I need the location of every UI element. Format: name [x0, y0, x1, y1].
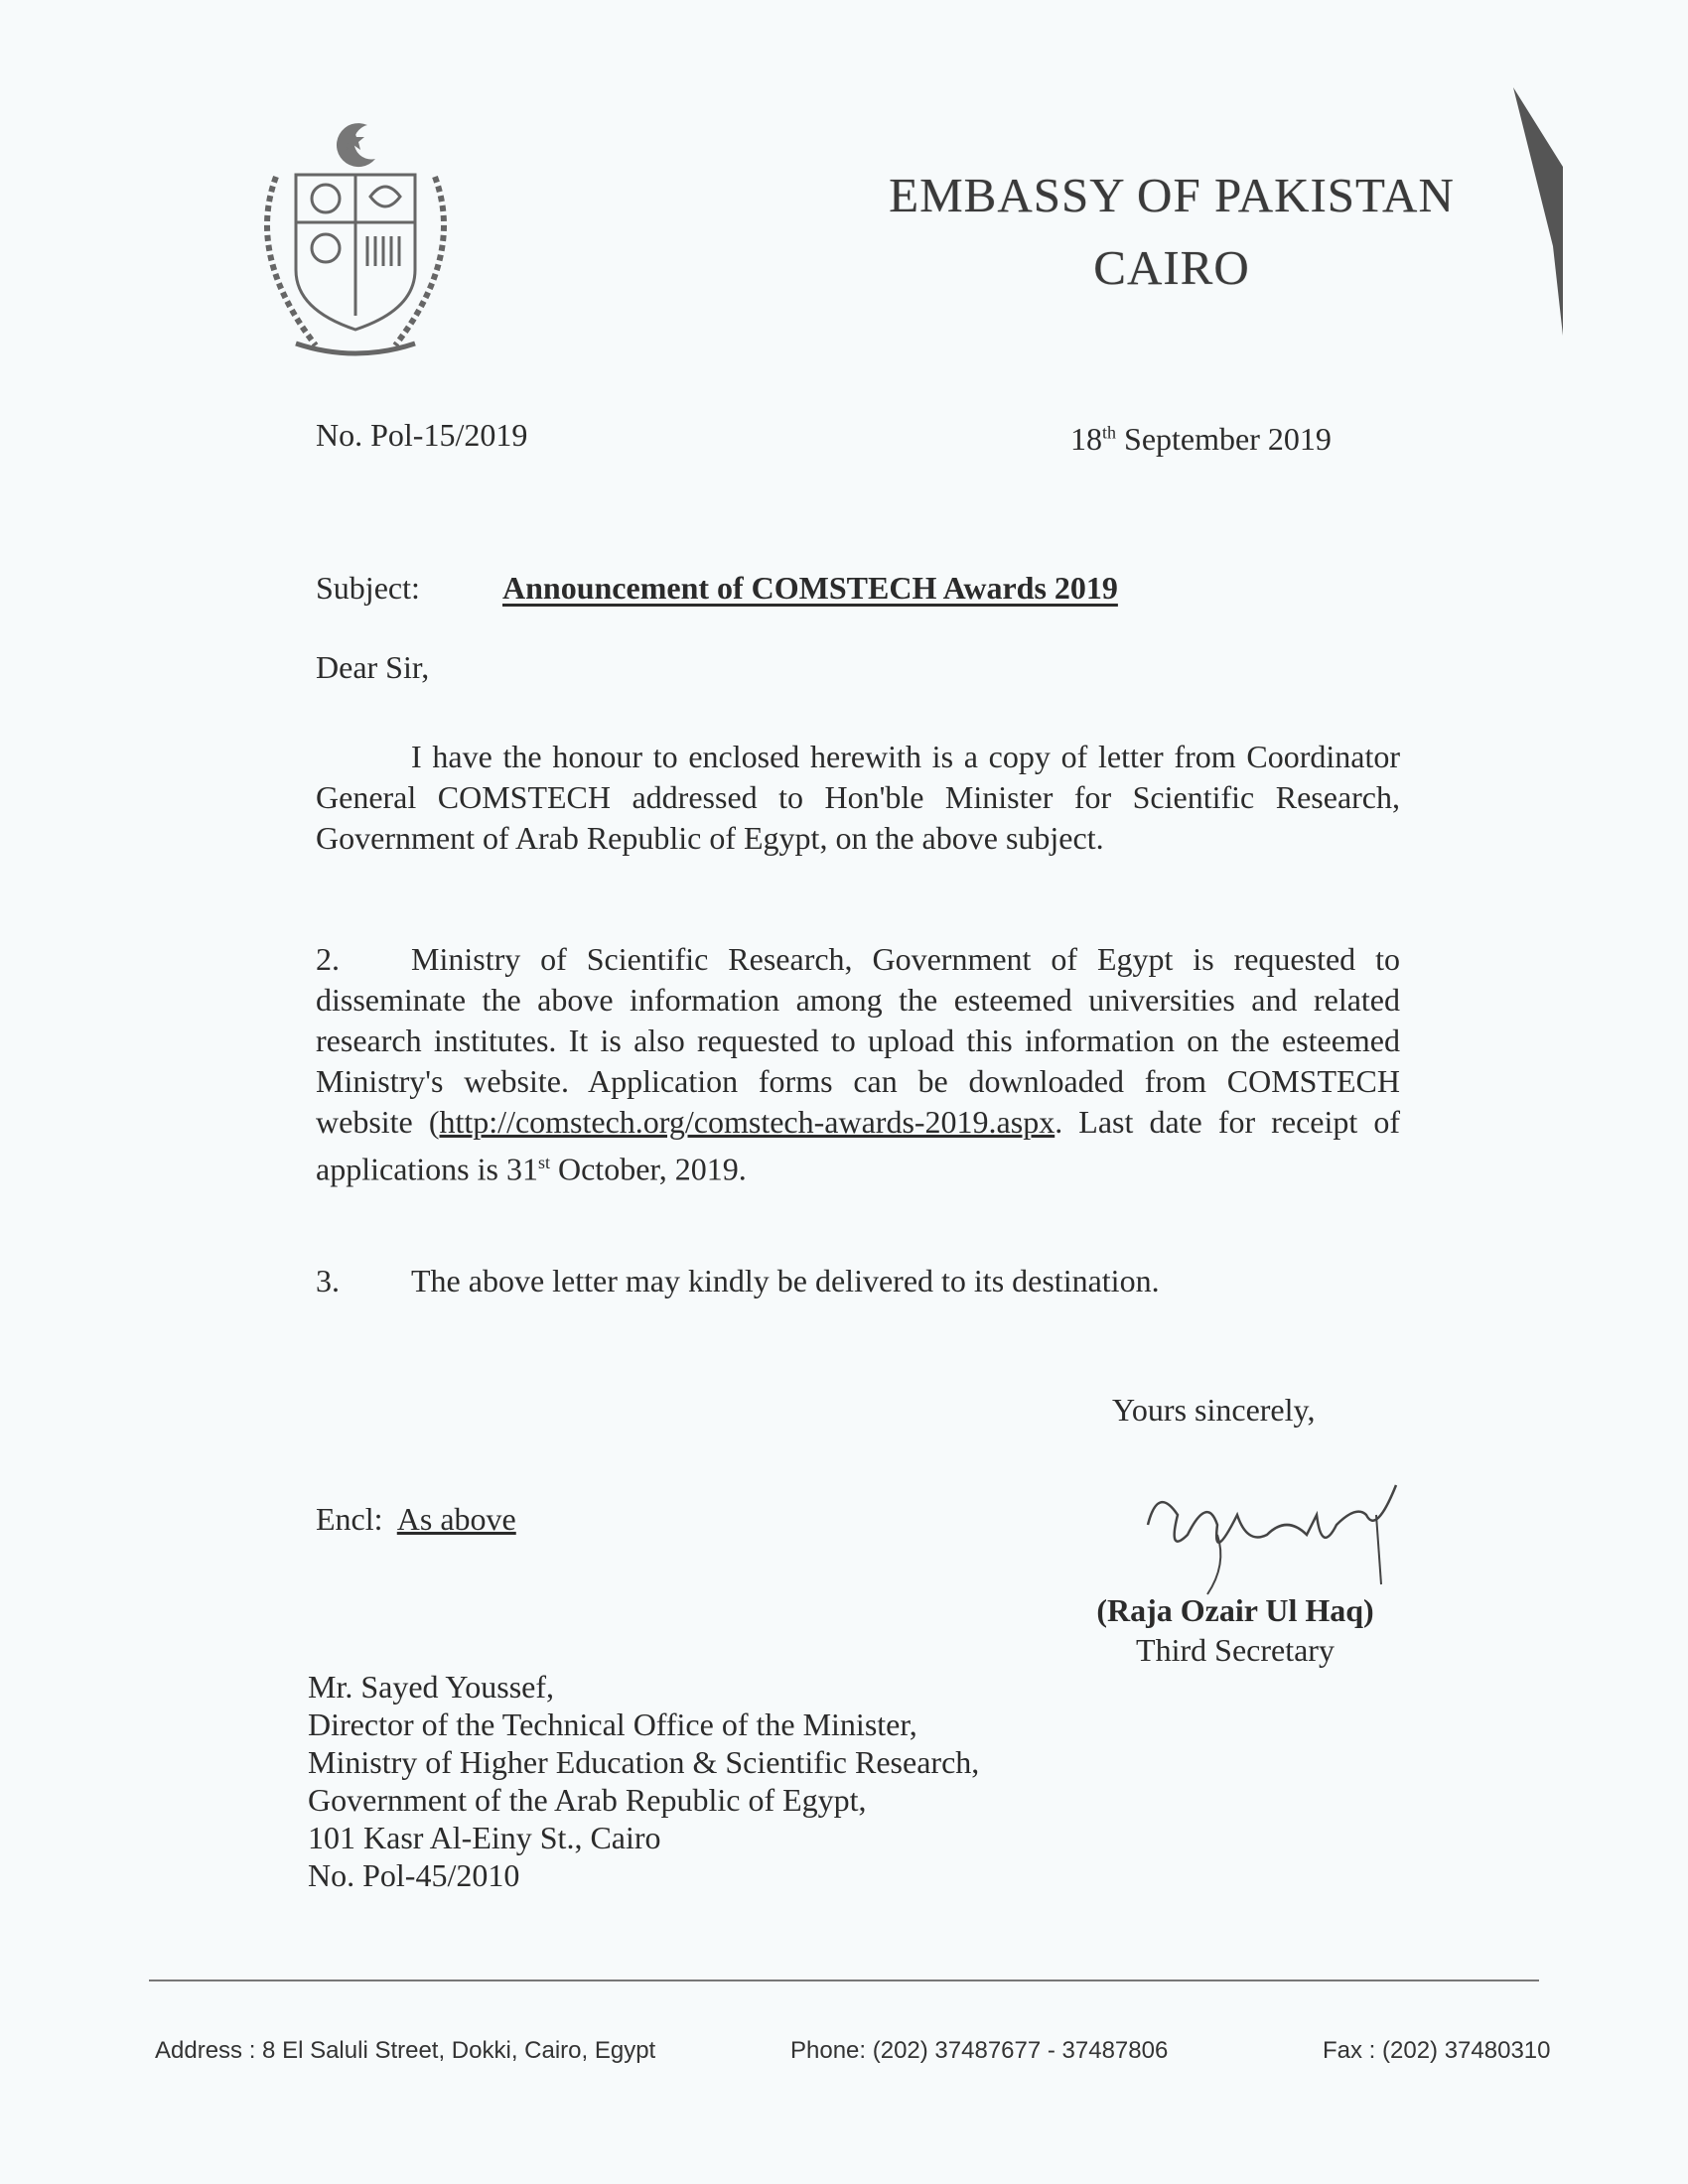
addressee-line: Government of the Arab Republic of Egypt,	[308, 1782, 867, 1818]
embassy-heading	[854, 167, 1489, 296]
salutation: Dear Sir,	[316, 649, 430, 685]
paragraph-1: I have the honour to enclosed herewith is a copy of letter from Coordinator General COMSTECH addressed to Hon'ble Minister for Scientific Research, Government of Arab Republic of Egypt, on the above subject.	[316, 739, 1400, 856]
footer-phone: Phone: (202) 37487677 - 37487806	[790, 2037, 1169, 2064]
addressee-line: Director of the Technical Office of the Minister,	[308, 1706, 917, 1742]
addressee-block	[308, 1668, 979, 1894]
paragraph-2: 2. Ministry of Scientific Research, Government of Egypt is requested to disseminate the above information among the esteemed universities and related research institutes. It is also requested to upload this information on the esteemed Ministry's website. Application forms can be downloaded from COMSTECH website (http://comstech.org/comstech-awards-2019.aspx. Last date for receipt of applications is 31st October, 2019.	[316, 941, 1401, 1187]
paragraph-number: 3.	[316, 1263, 340, 1298]
footer-address: Address : 8 El Saluli Street, Dokki, Cairo, Egypt	[155, 2037, 656, 2064]
signer-title: Third Secretary	[1136, 1632, 1335, 1668]
state-emblem-icon	[236, 117, 475, 365]
addressee-line: Mr. Sayed Youssef,	[308, 1669, 555, 1705]
signer-name: (Raja Ozair Ul Haq)	[1096, 1592, 1374, 1628]
paragraph-number: 2.	[316, 941, 340, 977]
subject-text: Announcement of COMSTECH Awards 2019	[502, 570, 1118, 606]
paragraph-3: 3. The above letter may kindly be delivered to its destination.	[316, 1261, 1400, 1301]
letter-date: 18th September 2019	[1070, 421, 1332, 457]
enclosure: Encl: As above	[316, 1501, 516, 1537]
handwritten-signature	[1128, 1465, 1426, 1604]
reference-number: No. Pol-15/2019	[316, 417, 528, 453]
footer-divider	[149, 1979, 1539, 1981]
closing: Yours sincerely,	[1112, 1392, 1316, 1428]
footer-fax: Fax : (202) 37480310	[1323, 2037, 1551, 2064]
comstech-link[interactable]: http://comstech.org/comstech-awards-2019.aspx	[439, 1104, 1055, 1140]
subject-label: Subject:	[316, 570, 420, 606]
addressee-line: 101 Kasr Al-Einy St., Cairo	[308, 1820, 661, 1855]
embassy-city: CAIRO	[1093, 240, 1250, 295]
addressee-line: Ministry of Higher Education & Scientific Research,	[308, 1744, 980, 1780]
signer-block	[1066, 1590, 1404, 1670]
scan-edge-shadow	[1513, 87, 1563, 336]
addressee-line: No. Pol-45/2010	[308, 1857, 520, 1893]
embassy-name: EMBASSY OF PAKISTAN	[889, 168, 1455, 222]
